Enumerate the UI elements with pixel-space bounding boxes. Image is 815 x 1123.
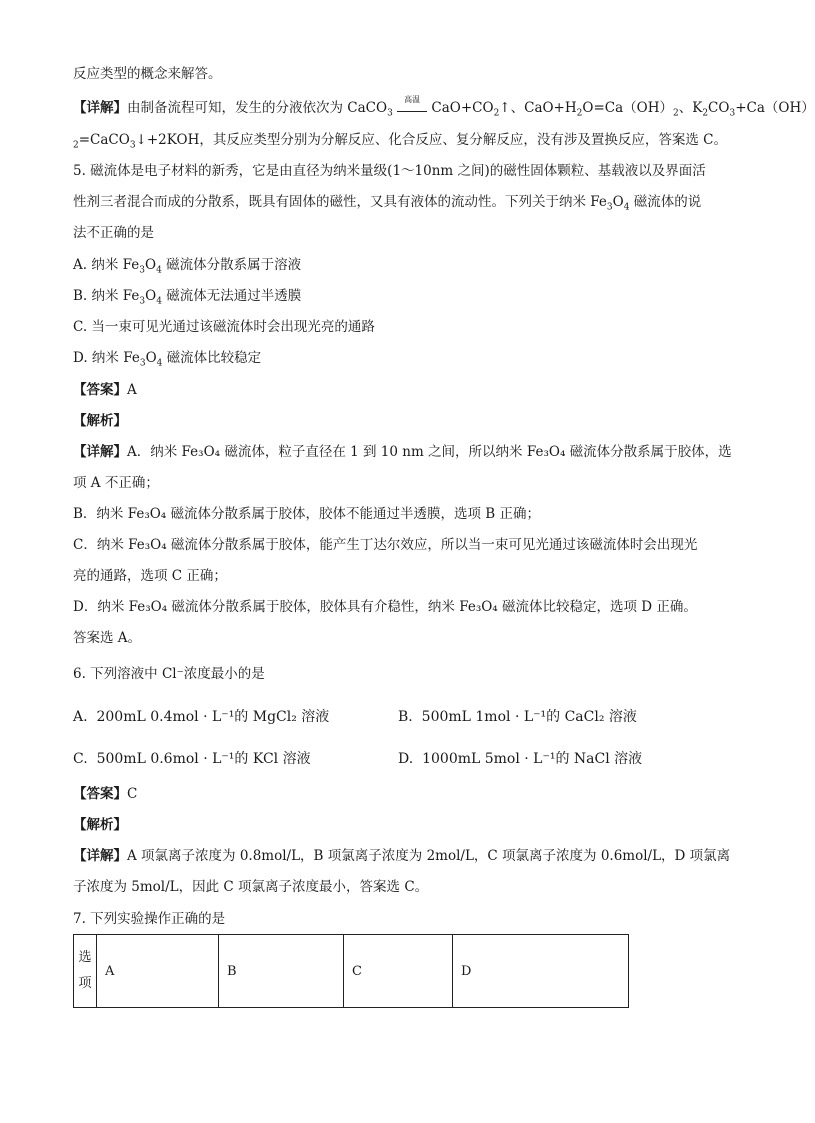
q5-option-d: D. 纳米 $Fe_3O_4$ 磁流体比较稳定 (73, 350, 262, 369)
detail-tag: 【详解】 (73, 100, 127, 116)
q7-stem: 7. 下列实验操作正确的是 (73, 911, 226, 927)
q5-analysis-tag: 【解析】 (73, 413, 127, 429)
q6-stem: 6. 下列溶液中 Cl⁻浓度最小的是 (73, 666, 265, 682)
q7-options-table (73, 934, 629, 1008)
table-header-option: 选 项 (74, 935, 97, 1008)
q6-options-row1 (73, 706, 733, 728)
q5-detail-line6: D．纳米 Fe₃O₄ 磁流体分散系属于胶体，胶体具有介稳性，纳米 Fe₃O₄ 磁流体比较稳定，选项 D 正确。 (73, 599, 697, 615)
q5-option-c: C. 当一束可见光通过该磁流体时会出现光亮的通路 (73, 319, 375, 335)
q5-stem-line1: 5. 磁流体是电子材料的新秀，它是由直径为纳米量级(1～10nm 之间)的磁性固体颗粒、基载液以及界面活 (73, 163, 706, 179)
q4-detail-line2: $_2$=CaCO$_3$↓+2KOH，其反应类型分别为分解反应、化合反应、复分解反应，没有涉及置换反应，答案选 C。 (73, 132, 727, 151)
q4-detail-line1: 【详解】由制备流程可知，发生的分液依次为 CaCO$_3$ 高温 $CaO+CO_2↑$、$CaO+H_2O=Ca(OH)_2$、$K_2CO_3+Ca(OH)$ (73, 95, 815, 119)
q6-detail-line2: 子浓度为 5mol/L，因此 C 项氯离子浓度最小，答案选 C。 (73, 879, 429, 895)
q5-option-b: B. 纳米 $Fe_3O_4$ 磁流体无法通过半透膜 (73, 288, 302, 307)
q5-detail-line5: 亮的通路，选项 C 正确； (73, 568, 227, 584)
q5-detail-line4: C．纳米 Fe₃O₄ 磁流体分散系属于胶体，能产生丁达尔效应，所以当一束可见光通过该磁流体时会出现光 (73, 537, 698, 553)
q5-stem-line2: 性剂三者混合而成的分散系，既具有固体的磁性，又具有液体的流动性。下列关于纳米 $Fe_3O_4$ 磁流体的说 (73, 194, 702, 213)
q6-analysis-tag: 【解析】 (73, 817, 127, 833)
q5-detail-line7: 答案选 A。 (73, 630, 142, 646)
reaction-arrow: 高温 (397, 100, 427, 120)
q6-option-d: D. 1000mL 5mol · L⁻¹的 NaCl 溶液 (398, 751, 643, 767)
q5-option-a: A. 纳米 $Fe_3O_4$ 磁流体分散系属于溶液 (73, 257, 302, 276)
q5-detail-line3: B．纳米 Fe₃O₄ 磁流体分散系属于胶体，胶体不能通过半透膜，选项 B 正确； (73, 506, 541, 522)
intro-line: 反应类型的概念来解答。 (73, 66, 222, 82)
table-cell-d: D (453, 935, 629, 1008)
q6-option-b: B. 500mL 1mol · L⁻¹的 CaCl₂ 溶液 (398, 709, 637, 725)
q6-options-row2 (73, 748, 733, 770)
q6-option-a: A. 200mL 0.4mol · L⁻¹的 MgCl₂ 溶液 (73, 709, 330, 725)
table-cell-a: A (97, 935, 219, 1008)
q5-detail-line2: 项 A 不正确； (73, 475, 159, 491)
table-cell-c: C (344, 935, 453, 1008)
q5-stem-line3: 法不正确的是 (73, 225, 154, 241)
q6-detail-line1: 【详解】A 项氯离子浓度为 0.8mol/L，B 项氯离子浓度为 2mol/L，C 项氯离子浓度为 0.6mol/L，D 项氯离 (73, 848, 731, 864)
q6-option-c: C. 500mL 0.6mol · L⁻¹的 KCl 溶液 (73, 751, 311, 767)
q6-answer: 【答案】C (73, 786, 138, 802)
q5-answer: 【答案】A (73, 382, 137, 398)
q5-detail-line1: 【详解】A．纳米 Fe₃O₄ 磁流体，粒子直径在 1 到 10 nm 之间，所以纳米 Fe₃O₄ 磁流体分散系属于胶体，选 (73, 444, 732, 460)
table-row (74, 935, 629, 1008)
table-cell-b: B (219, 935, 344, 1008)
